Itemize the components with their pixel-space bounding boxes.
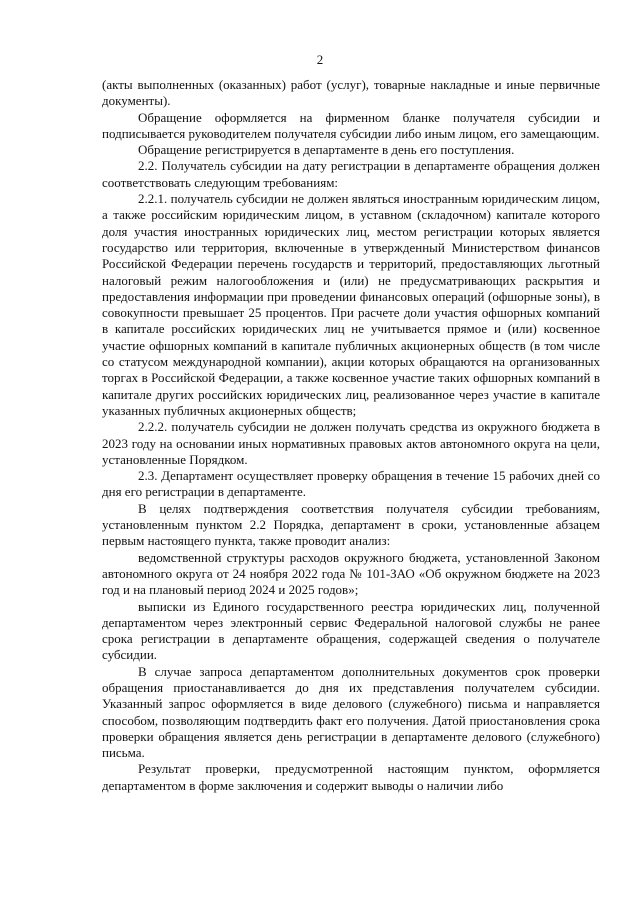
paragraph: В случае запроса департаментом дополнительных документов срок проверки обращения приостанавливается до дня их представления получателем субсидии. Указанный запрос оформляется в виде делового (служебного) письма и направляется способом, позволяющим подтвердить факт его получения. Датой приостановления срока проверки обращения является день регистрации в департаменте делового (служебного) письма. xyxy=(102,663,600,761)
paragraph: 2.3. Департамент осуществляет проверку обращения в течение 15 рабочих дней со дня его регистрации в департаменте. xyxy=(102,468,600,500)
paragraph: 2.2.2. получатель субсидии не должен получать средства из окружного бюджета в 2023 году на основании иных нормативных правовых актов автономного округа на цели, установленные Порядком. xyxy=(102,419,600,467)
paragraph: ведомственной структуры расходов окружного бюджета, установленной Законом автономного округа от 24 ноября 2022 года № 101-ЗАО «Об окружном бюджете на 2023 год и на плановый период 2024 и 2025 годов»; xyxy=(102,549,600,598)
document-body xyxy=(102,77,600,794)
paragraph: 2.2. Получатель субсидии на дату регистрации в департаменте обращения должен соответствовать следующим требованиям: xyxy=(102,158,600,190)
paragraph: выписки из Единого государственного реестра юридических лиц, полученной департаментом через электронный сервис Федеральной налоговой службы не ранее срока регистрации в департаменте обращения, содержащей сведения о получателе субсидии. xyxy=(102,598,600,663)
paragraph: В целях подтверждения соответствия получателя субсидии требованиям, установленным пунктом 2.2 Порядка, департамент в сроки, установленные абзацем первым настоящего пункта, также проводит анализ: xyxy=(102,500,600,549)
paragraph: Результат проверки, предусмотренной настоящим пунктом, оформляется департаментом в форме заключения и содержит выводы о наличии либо xyxy=(102,761,600,793)
paragraph: Обращение оформляется на фирменном бланке получателя субсидии и подписывается руководителем получателя субсидии либо иным лицом, его замещающим. xyxy=(102,109,600,141)
paragraph: Обращение регистрируется в департаменте в день его поступления. xyxy=(138,142,515,158)
paragraph: 2.2.1. получатель субсидии не должен являться иностранным юридическим лицом, а также российским юридическим лицом, в уставном (складочном) капитале которого доля участия иностранных юридических лиц, местом регистрации которых является государство или территория, включенные в утвержденный Министерством финансов Российской Федерации перечень государств и территорий, предоставляющих льготный налоговый режим налогообложения и (или) не предусматривающих раскрытия и предоставления информации при проведении финансовых операций (офшорные зоны), в совокупности превышает 25 процентов. При расчете доли участия офшорных компаний в капитале российских юридических лиц не учитывается прямое и (или) косвенное участие офшорных компаний в капитале публичных акционерных обществ (в том числе со статусом международной компании), акции которых обращаются на организованных торгах в Российской Федерации, а также косвенное участие таких офшорных компаний в капитале других российских юридических лиц, реализованное через участие в капитале указанных публичных акционерных обществ; xyxy=(102,191,600,418)
paragraph: (акты выполненных (оказанных) работ (услуг), товарные накладные и иные первичные документы). xyxy=(102,77,600,109)
page-number: 2 xyxy=(316,52,324,67)
